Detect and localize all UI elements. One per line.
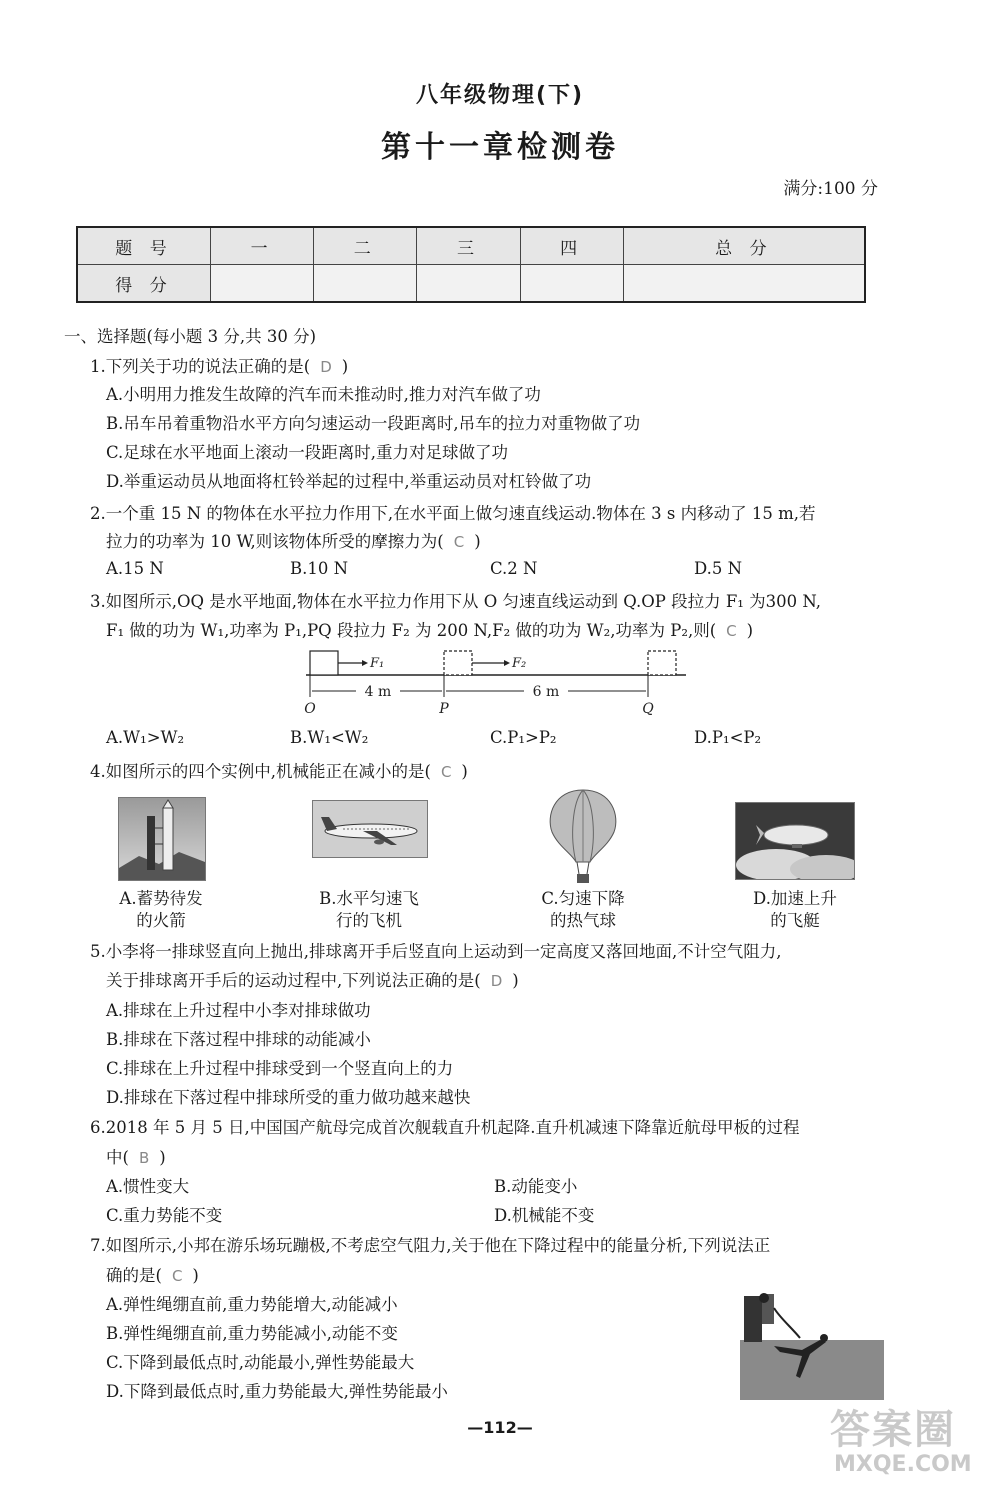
score-input-cell[interactable] bbox=[623, 265, 865, 303]
figure-caption-a bbox=[96, 888, 226, 932]
distance-op: 4 m bbox=[364, 684, 392, 700]
caption-line: 的火箭 bbox=[136, 911, 186, 930]
question-text: 拉力的功率为 10 W,则该物体所受的摩擦力为( bbox=[106, 532, 444, 551]
question-stem bbox=[106, 1144, 166, 1168]
airplane-image bbox=[312, 800, 428, 858]
score-table-cell: 总 分 bbox=[623, 227, 865, 265]
option-b: B.W₁<W₂ bbox=[290, 728, 369, 747]
score-table-cell: 得 分 bbox=[77, 265, 211, 303]
option-d: D.5 N bbox=[694, 559, 743, 578]
figure-caption-c bbox=[518, 888, 648, 932]
bungee-jump-image bbox=[740, 1288, 884, 1400]
question-stem: 3.如图所示,OQ 是水平地面,物体在水平拉力作用下从 O 匀速直线运动到 Q.OP 段拉力 F₁ 为300 N, bbox=[90, 592, 822, 611]
score-input-cell[interactable] bbox=[520, 265, 623, 303]
block-at-p bbox=[444, 651, 472, 675]
caption-line: 行的飞机 bbox=[336, 911, 402, 930]
question-stem bbox=[106, 617, 753, 641]
block-at-o bbox=[310, 651, 338, 675]
score-table-cell: 一 bbox=[211, 227, 314, 265]
question-text: ) bbox=[746, 621, 754, 640]
figure-caption-d bbox=[730, 888, 860, 932]
option-b: B.10 N bbox=[290, 559, 349, 578]
option-c: C.2 N bbox=[490, 559, 538, 578]
motion-diagram bbox=[296, 645, 696, 717]
exam-chapter-title: 第十一章检测卷 bbox=[381, 130, 619, 165]
section-heading: 一、选择题(每小题 3 分,共 30 分) bbox=[64, 327, 317, 346]
question-text: ) bbox=[474, 532, 481, 551]
score-table-cell: 四 bbox=[520, 227, 623, 265]
question-text: ) bbox=[512, 971, 519, 990]
block-at-q bbox=[648, 651, 676, 675]
answer-mark: C bbox=[453, 533, 465, 551]
page-number: —112— bbox=[467, 1418, 533, 1437]
question-stem: 6.2018 年 5 月 5 日,中国国产航母完成首次舰载直升机起降.直升机减速下降靠近航母甲板的过程 bbox=[90, 1118, 800, 1137]
option-d: D.排球在下落过程中排球所受的重力做功越来越快 bbox=[106, 1088, 471, 1107]
option-a: A.惯性变大 bbox=[106, 1177, 190, 1196]
full-score-label: 满分:100 分 bbox=[783, 179, 878, 199]
question-text: 1.下列关于功的说法正确的是( bbox=[90, 357, 311, 376]
label-f1: F₁ bbox=[370, 656, 385, 671]
question-stem: 7.如图所示,小邦在游乐场玩蹦极,不考虑空气阻力,关于他在下降过程中的能量分析,下列说法正 bbox=[90, 1236, 771, 1255]
score-input-cell[interactable] bbox=[417, 265, 520, 303]
question-text: 中( bbox=[106, 1148, 129, 1167]
answer-mark: B bbox=[138, 1149, 150, 1167]
score-table-header-row bbox=[77, 227, 865, 265]
arrowhead bbox=[504, 660, 510, 666]
question-stem bbox=[106, 1262, 199, 1286]
option-c: C.足球在水平地面上滚动一段距离时,重力对足球做了功 bbox=[106, 443, 509, 462]
answer-mark: D bbox=[490, 972, 503, 990]
score-table bbox=[76, 226, 866, 303]
option-d: D.下降到最低点时,重力势能最大,弹性势能最小 bbox=[106, 1382, 448, 1401]
question-text: ) bbox=[461, 762, 468, 781]
answer-mark: C bbox=[440, 763, 452, 781]
question-stem: 2.一个重 15 N 的物体在水平拉力作用下,在水平面上做匀速直线运动.物体在 3 s 内移动了 15 m,若 bbox=[90, 504, 816, 523]
answer-mark: C bbox=[171, 1267, 183, 1285]
question-text: ) bbox=[192, 1266, 199, 1285]
point-p: P bbox=[439, 701, 449, 717]
option-d: D.机械能不变 bbox=[494, 1206, 595, 1225]
option-c: C.下降到最低点时,动能最小,弹性势能最大 bbox=[106, 1353, 415, 1372]
option-b: B.吊车吊着重物沿水平方向匀速运动一段距离时,吊车的拉力对重物做了功 bbox=[106, 414, 641, 433]
label-f2: F₂ bbox=[512, 656, 527, 671]
arrowhead bbox=[362, 660, 368, 666]
score-table-cell: 题 号 bbox=[77, 227, 211, 265]
caption-line: B.水平匀速飞 bbox=[319, 889, 419, 908]
question-text: F₁ 做的功为 W₁,功率为 P₁,PQ 段拉力 F₂ 为 200 N,F₂ 做的功为 W₂,功率为 P₂,则( bbox=[106, 621, 717, 640]
question-stem bbox=[90, 758, 468, 782]
option-a: A.小明用力推发生故障的汽车而未推动时,推力对汽车做了功 bbox=[106, 385, 541, 404]
question-stem: 5.小李将一排球竖直向上抛出,排球离开手后竖直向上运动到一定高度又落回地面,不计空气阻力, bbox=[90, 942, 782, 961]
hot-air-balloon-image bbox=[544, 788, 622, 888]
question-text: 4.如图所示的四个实例中,机械能正在减小的是( bbox=[90, 762, 431, 781]
option-c: C.P₁>P₂ bbox=[490, 728, 557, 747]
option-a: A.15 N bbox=[106, 559, 164, 578]
exam-grade-title: 八年级物理(下) bbox=[415, 83, 585, 108]
rocket-image bbox=[118, 797, 206, 881]
question-text: ) bbox=[159, 1148, 166, 1167]
point-q: Q bbox=[642, 701, 654, 717]
question-text: ) bbox=[341, 357, 349, 376]
option-c: C.重力势能不变 bbox=[106, 1206, 223, 1225]
caption-line: A.蓄势待发 bbox=[119, 889, 203, 908]
score-table-cell: 二 bbox=[314, 227, 417, 265]
figure-caption-b bbox=[304, 888, 434, 932]
watermark-url: MXQE.COM bbox=[834, 1452, 972, 1477]
caption-line: C.匀速下降 bbox=[541, 889, 625, 908]
option-b: B.动能变小 bbox=[494, 1177, 578, 1196]
score-table-score-row bbox=[77, 265, 865, 303]
score-input-cell[interactable] bbox=[314, 265, 417, 303]
option-b: B.排球在下落过程中排球的动能减小 bbox=[106, 1030, 371, 1049]
airship-image bbox=[735, 802, 855, 880]
option-a: A.排球在上升过程中小李对排球做功 bbox=[106, 1001, 371, 1020]
question-stem bbox=[90, 353, 348, 377]
question-text: 确的是( bbox=[106, 1266, 162, 1285]
score-input-cell[interactable] bbox=[211, 265, 314, 303]
option-d: D.举重运动员从地面将杠铃举起的过程中,举重运动员对杠铃做了功 bbox=[106, 472, 592, 491]
caption-line: 的飞艇 bbox=[770, 911, 820, 930]
option-a: A.W₁>W₂ bbox=[106, 728, 185, 747]
option-c: C.排球在上升过程中排球受到一个竖直向上的力 bbox=[106, 1059, 454, 1078]
option-b: B.弹性绳绷直前,重力势能减小,动能不变 bbox=[106, 1324, 398, 1343]
question-text: 关于排球离开手后的运动过程中,下列说法正确的是( bbox=[106, 971, 481, 990]
point-o: O bbox=[304, 701, 316, 717]
watermark-logo: 答案圈 bbox=[830, 1407, 956, 1453]
answer-mark: C bbox=[726, 622, 737, 640]
answer-mark: D bbox=[320, 358, 332, 376]
score-table-cell: 三 bbox=[417, 227, 520, 265]
distance-pq: 6 m bbox=[532, 684, 560, 700]
question-stem bbox=[106, 528, 481, 552]
option-d: D.P₁<P₂ bbox=[694, 728, 762, 747]
question-stem bbox=[106, 967, 519, 991]
option-a: A.弹性绳绷直前,重力势能增大,动能减小 bbox=[106, 1295, 398, 1314]
caption-line: 的热气球 bbox=[550, 911, 616, 930]
caption-line: D.加速上升 bbox=[753, 889, 837, 908]
